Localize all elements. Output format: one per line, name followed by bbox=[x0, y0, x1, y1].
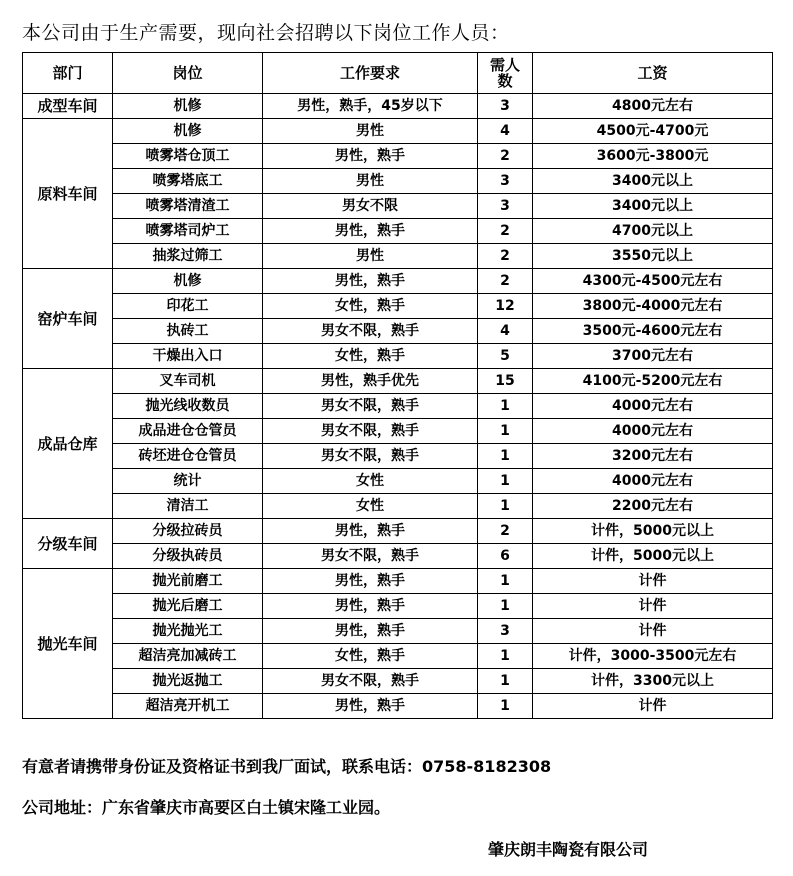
salary-cell: 3700元左右 bbox=[533, 344, 773, 369]
post-cell: 成品进仓仓管员 bbox=[113, 419, 263, 444]
header-requirement: 工作要求 bbox=[263, 53, 478, 94]
table-row bbox=[23, 494, 773, 519]
intro-text: 本公司由于生产需要，现向社会招聘以下岗位工作人员： bbox=[22, 22, 510, 44]
salary-cell: 3500元-4600元左右 bbox=[533, 319, 773, 344]
table-row bbox=[23, 269, 773, 294]
salary-cell: 计件 bbox=[533, 569, 773, 594]
table-row bbox=[23, 119, 773, 144]
post-cell: 喷雾塔底工 bbox=[113, 169, 263, 194]
salary-cell: 4100元-5200元左右 bbox=[533, 369, 773, 394]
requirement-cell: 男女不限，熟手 bbox=[263, 444, 478, 469]
table-row bbox=[23, 244, 773, 269]
requirement-cell: 男性 bbox=[263, 169, 478, 194]
headcount-cell: 3 bbox=[478, 619, 533, 644]
table-row bbox=[23, 669, 773, 694]
dept-cell: 成型车间 bbox=[23, 94, 113, 119]
headcount-cell: 2 bbox=[478, 269, 533, 294]
headcount-cell: 1 bbox=[478, 469, 533, 494]
headcount-cell: 6 bbox=[478, 544, 533, 569]
salary-cell: 计件，3300元以上 bbox=[533, 669, 773, 694]
headcount-cell: 3 bbox=[478, 94, 533, 119]
post-cell: 超洁亮开机工 bbox=[113, 694, 263, 719]
table-row bbox=[23, 94, 773, 119]
post-cell: 喷雾塔清渣工 bbox=[113, 194, 263, 219]
header-dept: 部门 bbox=[23, 53, 113, 94]
headcount-cell: 2 bbox=[478, 519, 533, 544]
headcount-cell: 12 bbox=[478, 294, 533, 319]
requirement-cell: 女性 bbox=[263, 494, 478, 519]
headcount-cell: 1 bbox=[478, 594, 533, 619]
table-row bbox=[23, 344, 773, 369]
table-row bbox=[23, 544, 773, 569]
headcount-cell: 1 bbox=[478, 644, 533, 669]
headcount-cell: 1 bbox=[478, 444, 533, 469]
table-row bbox=[23, 169, 773, 194]
post-cell: 抛光返抛工 bbox=[113, 669, 263, 694]
post-cell: 喷雾塔仓顶工 bbox=[113, 144, 263, 169]
headcount-cell: 3 bbox=[478, 169, 533, 194]
salary-cell: 4000元左右 bbox=[533, 394, 773, 419]
post-cell: 清洁工 bbox=[113, 494, 263, 519]
company-name: 肇庆朗丰陶瓷有限公司 bbox=[488, 840, 649, 859]
table-row bbox=[23, 419, 773, 444]
requirement-cell: 女性，熟手 bbox=[263, 294, 478, 319]
requirement-cell: 女性，熟手 bbox=[263, 644, 478, 669]
headcount-cell: 1 bbox=[478, 669, 533, 694]
headcount-cell: 5 bbox=[478, 344, 533, 369]
requirement-cell: 男女不限，熟手 bbox=[263, 544, 478, 569]
salary-cell: 3600元-3800元 bbox=[533, 144, 773, 169]
headcount-cell: 2 bbox=[478, 144, 533, 169]
requirement-cell: 男性，熟手 bbox=[263, 694, 478, 719]
table-row bbox=[23, 569, 773, 594]
contact-line: 有意者请携带身份证及资格证书到我厂面试，联系电话：0758-8182308 bbox=[22, 757, 552, 776]
post-cell: 分级拉砖员 bbox=[113, 519, 263, 544]
salary-cell: 3550元以上 bbox=[533, 244, 773, 269]
table-row bbox=[23, 394, 773, 419]
headcount-cell: 1 bbox=[478, 419, 533, 444]
dept-cell: 抛光车间 bbox=[23, 569, 113, 719]
requirement-cell: 男女不限 bbox=[263, 194, 478, 219]
post-cell: 统计 bbox=[113, 469, 263, 494]
post-cell: 抛光抛光工 bbox=[113, 619, 263, 644]
table-row bbox=[23, 319, 773, 344]
requirement-cell: 男性，熟手优先 bbox=[263, 369, 478, 394]
dept-cell: 分级车间 bbox=[23, 519, 113, 569]
salary-cell: 4500元-4700元 bbox=[533, 119, 773, 144]
requirement-cell: 男女不限，熟手 bbox=[263, 394, 478, 419]
post-cell: 抛光前磨工 bbox=[113, 569, 263, 594]
dept-cell: 原料车间 bbox=[23, 119, 113, 269]
requirement-cell: 男性，熟手 bbox=[263, 219, 478, 244]
headcount-cell: 1 bbox=[478, 694, 533, 719]
salary-cell: 4000元左右 bbox=[533, 469, 773, 494]
post-cell: 分级执砖员 bbox=[113, 544, 263, 569]
header-headcount: 需人 数 bbox=[478, 53, 533, 94]
salary-cell: 计件，5000元以上 bbox=[533, 519, 773, 544]
post-cell: 抽浆过筛工 bbox=[113, 244, 263, 269]
post-cell: 叉车司机 bbox=[113, 369, 263, 394]
salary-cell: 3400元以上 bbox=[533, 169, 773, 194]
post-cell: 印花工 bbox=[113, 294, 263, 319]
headcount-cell: 1 bbox=[478, 394, 533, 419]
post-cell: 干燥出入口 bbox=[113, 344, 263, 369]
headcount-cell: 15 bbox=[478, 369, 533, 394]
table-row bbox=[23, 144, 773, 169]
salary-cell: 计件 bbox=[533, 694, 773, 719]
table-row bbox=[23, 294, 773, 319]
post-cell: 机修 bbox=[113, 94, 263, 119]
requirement-cell: 男性，熟手，45岁以下 bbox=[263, 94, 478, 119]
post-cell: 砖坯进仓仓管员 bbox=[113, 444, 263, 469]
salary-cell: 计件，5000元以上 bbox=[533, 544, 773, 569]
requirement-cell: 男性，熟手 bbox=[263, 619, 478, 644]
headcount-cell: 2 bbox=[478, 244, 533, 269]
salary-cell: 4700元以上 bbox=[533, 219, 773, 244]
table-row bbox=[23, 444, 773, 469]
post-cell: 执砖工 bbox=[113, 319, 263, 344]
salary-cell: 计件 bbox=[533, 594, 773, 619]
table-row bbox=[23, 619, 773, 644]
requirement-cell: 男女不限，熟手 bbox=[263, 319, 478, 344]
requirement-cell: 男性，熟手 bbox=[263, 269, 478, 294]
salary-cell: 3800元-4000元左右 bbox=[533, 294, 773, 319]
salary-cell: 计件 bbox=[533, 619, 773, 644]
post-cell: 抛光后磨工 bbox=[113, 594, 263, 619]
salary-cell: 4000元左右 bbox=[533, 419, 773, 444]
salary-cell: 4800元左右 bbox=[533, 94, 773, 119]
headcount-cell: 1 bbox=[478, 494, 533, 519]
requirement-cell: 男女不限，熟手 bbox=[263, 669, 478, 694]
salary-cell: 计件，3000-3500元左右 bbox=[533, 644, 773, 669]
table-row bbox=[23, 694, 773, 719]
requirement-cell: 男性，熟手 bbox=[263, 569, 478, 594]
post-cell: 喷雾塔司炉工 bbox=[113, 219, 263, 244]
salary-cell: 4300元-4500元左右 bbox=[533, 269, 773, 294]
headcount-cell: 3 bbox=[478, 194, 533, 219]
requirement-cell: 男女不限，熟手 bbox=[263, 419, 478, 444]
post-cell: 机修 bbox=[113, 269, 263, 294]
dept-cell: 成品仓库 bbox=[23, 369, 113, 519]
post-cell: 抛光线收数员 bbox=[113, 394, 263, 419]
requirement-cell: 男性，熟手 bbox=[263, 144, 478, 169]
table-row bbox=[23, 594, 773, 619]
post-cell: 机修 bbox=[113, 119, 263, 144]
header-row bbox=[23, 53, 773, 94]
jobs-table bbox=[22, 52, 773, 719]
requirement-cell: 男性，熟手 bbox=[263, 519, 478, 544]
requirement-cell: 男性，熟手 bbox=[263, 594, 478, 619]
headcount-cell: 2 bbox=[478, 219, 533, 244]
headcount-cell: 1 bbox=[478, 569, 533, 594]
salary-cell: 3200元左右 bbox=[533, 444, 773, 469]
table-row bbox=[23, 519, 773, 544]
requirement-cell: 男性 bbox=[263, 119, 478, 144]
table-row bbox=[23, 369, 773, 394]
address-line: 公司地址：广东省肇庆市高要区白土镇宋隆工业园。 bbox=[22, 798, 391, 817]
salary-cell: 3400元以上 bbox=[533, 194, 773, 219]
requirement-cell: 女性，熟手 bbox=[263, 344, 478, 369]
table-row bbox=[23, 469, 773, 494]
headcount-cell: 4 bbox=[478, 319, 533, 344]
salary-cell: 2200元左右 bbox=[533, 494, 773, 519]
table-row bbox=[23, 219, 773, 244]
headcount-cell: 4 bbox=[478, 119, 533, 144]
post-cell: 超洁亮加减砖工 bbox=[113, 644, 263, 669]
requirement-cell: 女性 bbox=[263, 469, 478, 494]
header-salary: 工资 bbox=[533, 53, 773, 94]
dept-cell: 窑炉车间 bbox=[23, 269, 113, 369]
header-post: 岗位 bbox=[113, 53, 263, 94]
table-row bbox=[23, 644, 773, 669]
requirement-cell: 男性 bbox=[263, 244, 478, 269]
table-row bbox=[23, 194, 773, 219]
